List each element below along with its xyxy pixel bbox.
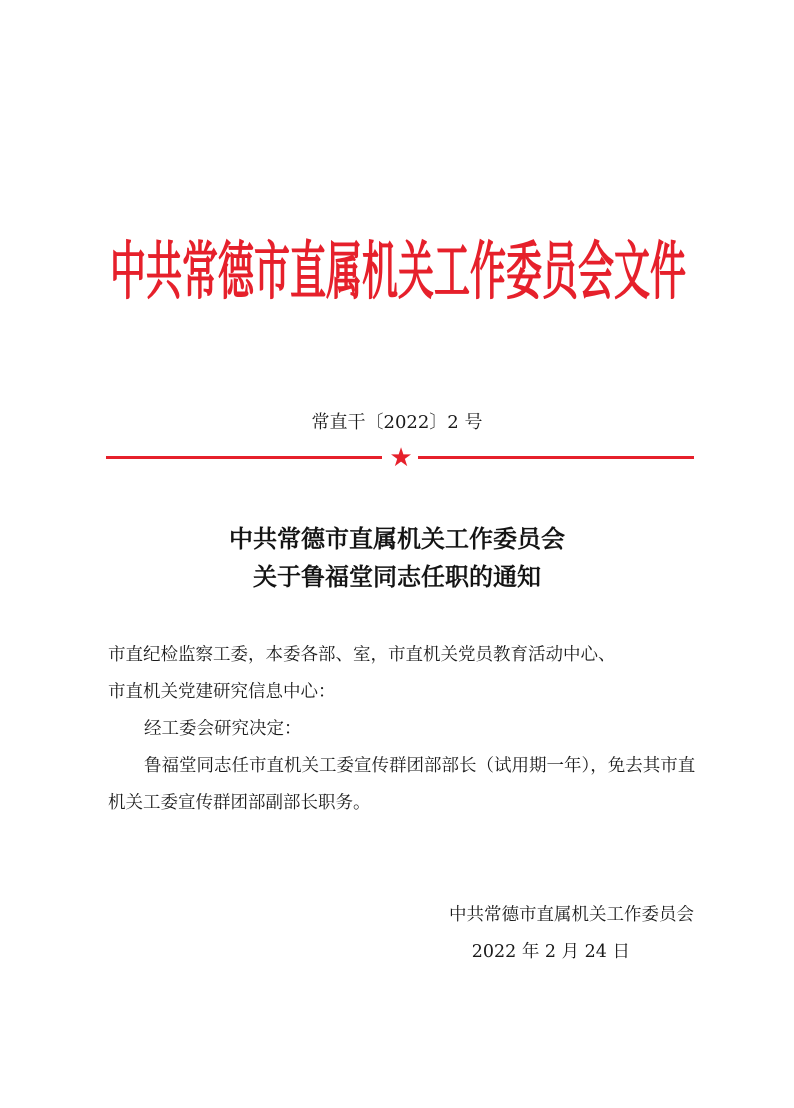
issuer-name: 中共常德市直属机关工作委员会 bbox=[449, 905, 694, 925]
appointment-paragraph: 鲁福堂同志任市直机关工委宣传群团部部长（试用期一年），免去其市直机关工委宣传群团部副部长职务。 bbox=[108, 756, 696, 813]
title-line-1: 中共常德市直属机关工作委员会 bbox=[229, 524, 565, 553]
notice-body bbox=[108, 637, 698, 822]
divider-line-right bbox=[418, 456, 694, 459]
masthead-text: 中共常德市直属机关工作委员会文件 bbox=[109, 235, 686, 309]
red-divider bbox=[106, 445, 694, 473]
issue-date: 2022 年 2 月 24 日 bbox=[471, 942, 630, 962]
signature-block bbox=[449, 897, 694, 971]
star-icon: ★ bbox=[389, 443, 413, 473]
title-line-2: 关于鲁福堂同志任职的通知 bbox=[253, 562, 541, 591]
notice-title bbox=[0, 520, 794, 596]
decision-intro: 经工委会研究决定： bbox=[144, 719, 302, 739]
document-number: 常直干〔2022〕2 号 bbox=[311, 412, 483, 433]
red-masthead bbox=[104, 222, 692, 322]
recipients-line-2: 市直机关党建研究信息中心： bbox=[108, 682, 336, 702]
recipients-line-1: 市直纪检监察工委，本委各部、室，市直机关党员教育活动中心、 bbox=[108, 645, 616, 665]
divider-line-left bbox=[106, 456, 382, 459]
